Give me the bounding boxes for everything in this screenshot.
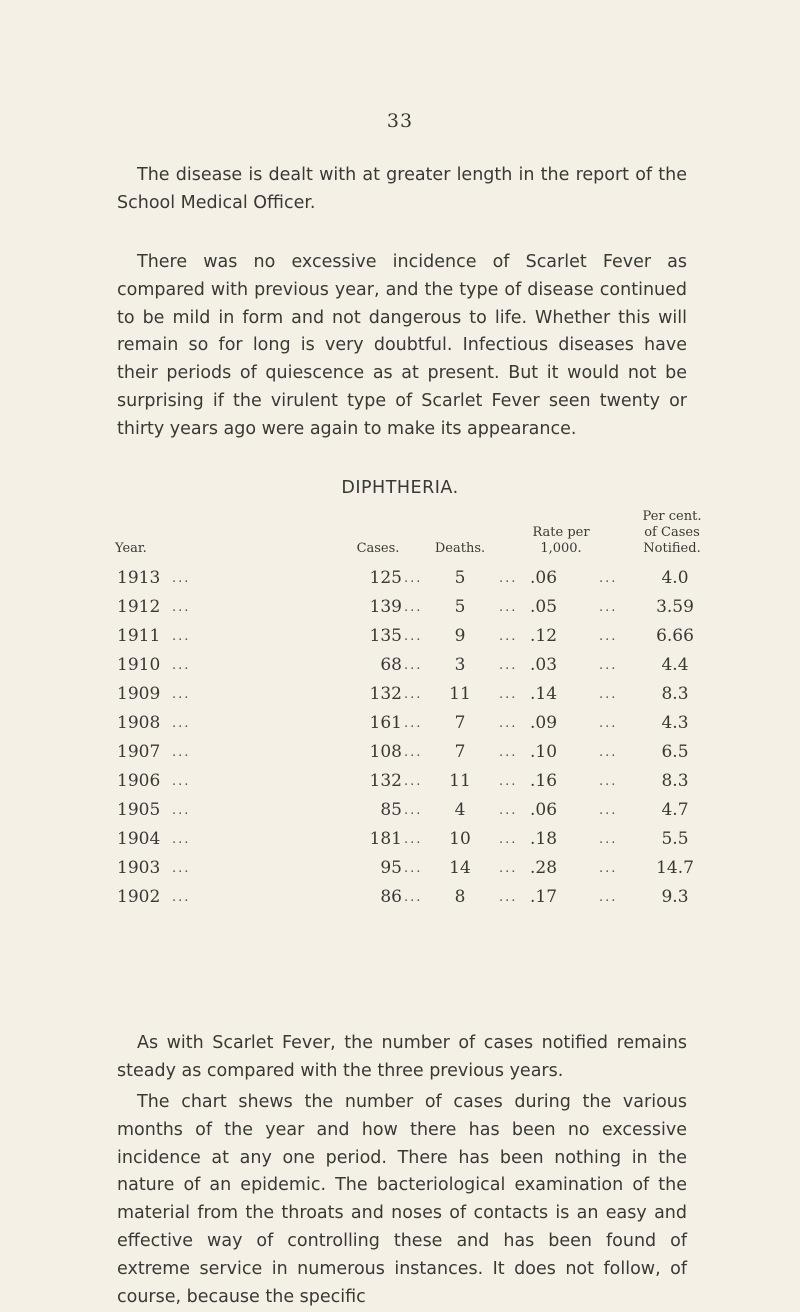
cell-year: 1906 [117, 771, 161, 791]
cell-percent: 4.4 [661, 655, 689, 675]
cell-percent: 4.3 [661, 713, 689, 733]
cell-percent: 8.3 [661, 684, 689, 704]
dot-leader: ... [172, 658, 191, 673]
dot-leader: ... [499, 774, 518, 789]
dot-leader: ... [499, 629, 518, 644]
dot-leader: ... [404, 803, 423, 818]
cell-year: 1909 [117, 684, 161, 704]
cell-cases: 68 [380, 655, 402, 675]
table-row [0, 767, 800, 796]
header-pct-line: Notified. [643, 541, 701, 556]
dot-leader: ... [599, 803, 618, 818]
cell-rate: .18 [530, 829, 558, 849]
cell-year: 1904 [117, 829, 161, 849]
cell-percent: 4.7 [661, 800, 689, 820]
cell-percent: 4.0 [661, 568, 689, 588]
dot-leader: ... [599, 745, 618, 760]
cell-cases: 86 [380, 887, 402, 907]
paragraph-text: There was no excessive incidence of Scarlet Fever as compared with previous year, and the type of disease continued to be mild in form and not dangerous to life. Whether this will remain so for long is very doubtful. Infectious diseases have their periods of quiescence as at present. But it would not be surprising if the virulent type of Scarlet Fever seen twenty or thirty years ago were again to make its appearance. [117, 252, 687, 439]
cell-rate: .05 [530, 597, 558, 617]
dot-leader: ... [499, 658, 518, 673]
cell-rate: .17 [530, 887, 558, 907]
cell-cases: 132 [369, 684, 402, 704]
dot-leader: ... [172, 687, 191, 702]
dot-leader: ... [172, 803, 191, 818]
paragraph-text: The disease is dealt with at greater length in the report of the School Medical Officer. [117, 165, 687, 213]
dot-leader: ... [499, 803, 518, 818]
dot-leader: ... [404, 600, 423, 615]
table-row [0, 883, 800, 912]
paragraph-cases-notified [117, 1030, 687, 1086]
dot-leader: ... [172, 571, 191, 586]
dot-leader: ... [499, 745, 518, 760]
cell-rate: .16 [530, 771, 558, 791]
cell-cases: 95 [380, 858, 402, 878]
cell-cases: 108 [369, 742, 402, 762]
dot-leader: ... [499, 687, 518, 702]
dot-leader: ... [499, 861, 518, 876]
cell-deaths: 7 [454, 742, 466, 762]
header-year: Year. [115, 541, 147, 556]
dot-leader: ... [404, 861, 423, 876]
dot-leader: ... [404, 687, 423, 702]
dot-leader: ... [404, 571, 423, 586]
table-row [0, 651, 800, 680]
cell-rate: .10 [530, 742, 558, 762]
dot-leader: ... [172, 600, 191, 615]
dot-leader: ... [599, 832, 618, 847]
table-row [0, 825, 800, 854]
dot-leader: ... [404, 629, 423, 644]
cell-year: 1902 [117, 887, 161, 907]
cell-year: 1903 [117, 858, 161, 878]
header-rate-line: Rate per [532, 525, 590, 540]
cell-year: 1913 [117, 568, 161, 588]
cell-rate: .28 [530, 858, 558, 878]
page-number: 33 [386, 110, 414, 132]
dot-leader: ... [172, 861, 191, 876]
dot-leader: ... [599, 658, 618, 673]
cell-rate: .09 [530, 713, 558, 733]
cell-cases: 135 [369, 626, 402, 646]
dot-leader: ... [172, 745, 191, 760]
cell-deaths: 5 [454, 568, 466, 588]
dot-leader: ... [404, 774, 423, 789]
dot-leader: ... [499, 890, 518, 905]
dot-leader: ... [172, 774, 191, 789]
cell-deaths: 4 [454, 800, 466, 820]
cell-year: 1912 [117, 597, 161, 617]
dot-leader: ... [599, 774, 618, 789]
table-title: DIPHTHERIA. [341, 478, 459, 498]
table-row [0, 854, 800, 883]
cell-year: 1908 [117, 713, 161, 733]
cell-percent: 6.5 [661, 742, 689, 762]
paragraph-school-medical-officer [117, 162, 687, 218]
cell-deaths: 7 [454, 713, 466, 733]
table-row [0, 593, 800, 622]
table-row [0, 564, 800, 593]
diphtheria-table [0, 564, 800, 912]
cell-cases: 125 [369, 568, 402, 588]
cell-deaths: 14 [449, 858, 471, 878]
cell-deaths: 11 [449, 771, 471, 791]
cell-cases: 139 [369, 597, 402, 617]
cell-year: 1910 [117, 655, 161, 675]
table-row [0, 622, 800, 651]
cell-cases: 181 [369, 829, 402, 849]
dot-leader: ... [404, 832, 423, 847]
cell-percent: 3.59 [656, 597, 694, 617]
paragraph-text: The chart shews the number of cases during the various months of the year and how there has been no excessive incidence at any one period. There has been nothing in the nature of an epidemic. The bacteriological examination of the material from the throats and noses of contacts is an easy and effective way of controlling these and has been found of extreme service in numerous instances. It does not follow, of course, because the specific [117, 1092, 687, 1307]
cell-deaths: 9 [454, 626, 466, 646]
dot-leader: ... [404, 658, 423, 673]
cell-percent: 14.7 [656, 858, 694, 878]
header-cases: Cases. [356, 541, 400, 556]
cell-percent: 9.3 [661, 887, 689, 907]
dot-leader: ... [599, 890, 618, 905]
dot-leader: ... [404, 716, 423, 731]
dot-leader: ... [599, 861, 618, 876]
paragraph-chart [117, 1089, 687, 1311]
dot-leader: ... [172, 832, 191, 847]
cell-year: 1907 [117, 742, 161, 762]
header-pct-line: of Cases [644, 525, 700, 540]
header-pct-line: Per cent. [642, 509, 702, 524]
cell-percent: 8.3 [661, 771, 689, 791]
cell-cases: 85 [380, 800, 402, 820]
dot-leader: ... [172, 716, 191, 731]
cell-percent: 5.5 [661, 829, 689, 849]
cell-deaths: 5 [454, 597, 466, 617]
cell-cases: 161 [369, 713, 402, 733]
cell-year: 1905 [117, 800, 161, 820]
paragraph-text: As with Scarlet Fever, the number of cases notified remains steady as compared with the three previous years. [117, 1033, 687, 1081]
dot-leader: ... [404, 745, 423, 760]
cell-rate: .14 [530, 684, 558, 704]
table-row [0, 709, 800, 738]
dot-leader: ... [404, 890, 423, 905]
table-row [0, 738, 800, 767]
table-row [0, 796, 800, 825]
cell-rate: .12 [530, 626, 558, 646]
dot-leader: ... [172, 629, 191, 644]
cell-rate: .03 [530, 655, 558, 675]
header-deaths: Deaths. [434, 541, 486, 556]
cell-deaths: 3 [454, 655, 466, 675]
header-percent-notified [627, 509, 717, 557]
dot-leader: ... [599, 571, 618, 586]
header-rate-per-1000 [516, 525, 606, 557]
dot-leader: ... [499, 716, 518, 731]
cell-rate: .06 [530, 800, 558, 820]
dot-leader: ... [499, 571, 518, 586]
dot-leader: ... [599, 687, 618, 702]
dot-leader: ... [499, 600, 518, 615]
table-row [0, 680, 800, 709]
cell-deaths: 11 [449, 684, 471, 704]
header-rate-line: 1,000. [540, 541, 582, 556]
dot-leader: ... [172, 890, 191, 905]
dot-leader: ... [499, 832, 518, 847]
cell-year: 1911 [117, 626, 161, 646]
dot-leader: ... [599, 629, 618, 644]
cell-percent: 6.66 [656, 626, 694, 646]
cell-cases: 132 [369, 771, 402, 791]
cell-deaths: 10 [449, 829, 471, 849]
paragraph-scarlet-fever [117, 249, 687, 444]
dot-leader: ... [599, 600, 618, 615]
cell-rate: .06 [530, 568, 558, 588]
dot-leader: ... [599, 716, 618, 731]
cell-deaths: 8 [454, 887, 466, 907]
